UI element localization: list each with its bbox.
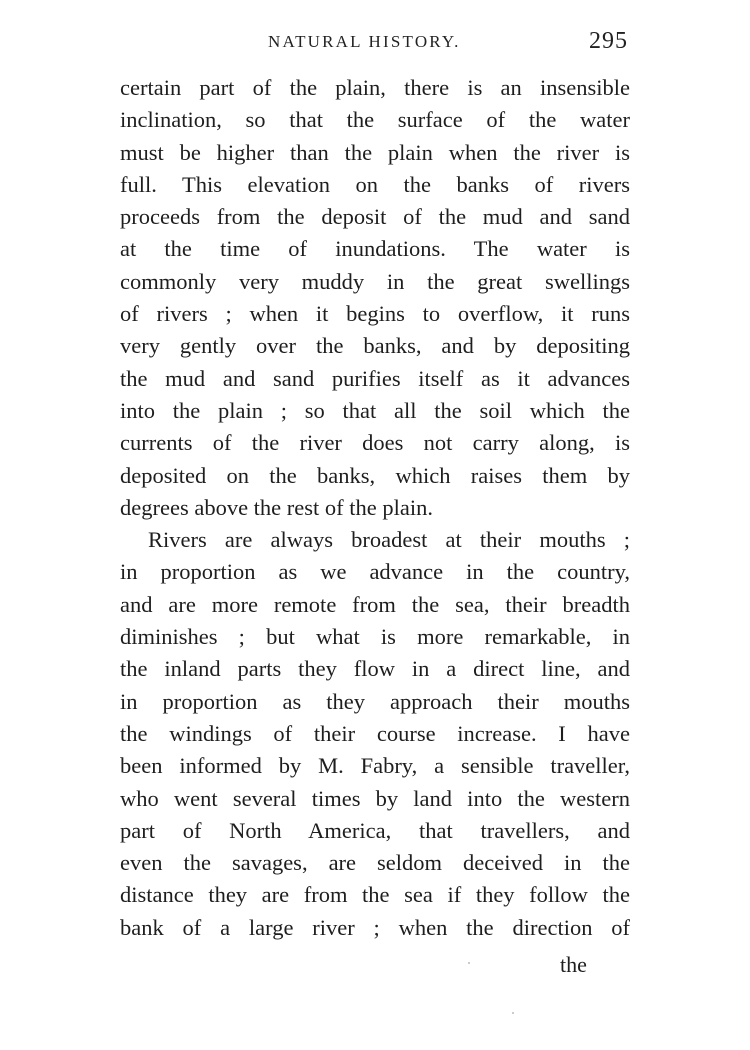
text-line: very gently over the banks, and by depositing xyxy=(120,333,630,359)
text-line: inclination, so that the surface of the water xyxy=(120,107,630,133)
paper-speck xyxy=(468,962,470,964)
text-line: and are more remote from the sea, their breadth xyxy=(120,591,630,617)
text-line: full. This elevation on the banks of rivers xyxy=(120,171,630,197)
text-line: certain part of the plain, there is an insensible xyxy=(120,75,630,100)
text-line: who went several times by land into the western xyxy=(120,785,630,811)
text-line: deposited on the banks, which raises them by xyxy=(120,462,630,488)
text-line: degrees above the rest of the plain. xyxy=(120,494,434,520)
paper-speck xyxy=(512,1012,514,1014)
page-header xyxy=(120,28,630,62)
text-line: proceeds from the deposit of the mud and sand xyxy=(120,204,630,230)
paragraph xyxy=(120,72,630,524)
text-line: of rivers ; when it begins to overflow, it runs xyxy=(120,301,630,327)
text-line: distance they are from the sea if they follow the xyxy=(120,882,630,908)
text-line: commonly very muddy in the great swellings xyxy=(120,268,630,294)
catchword: the xyxy=(560,952,587,977)
text-line: at the time of inundations. The water is xyxy=(120,236,630,262)
text-line: the mud and sand purifies itself as it advances xyxy=(120,365,630,391)
text-line: in proportion as they approach their mouths xyxy=(120,688,630,714)
text-line: even the savages, are seldom deceived in the xyxy=(120,850,630,876)
text-line: into the plain ; so that all the soil which the xyxy=(120,397,630,423)
text-line: currents of the river does not carry along, is xyxy=(120,430,630,456)
paragraph xyxy=(120,524,630,944)
text-line: Rivers are always broadest at their mouths ; xyxy=(148,527,630,553)
text-line: part of North America, that travellers, and xyxy=(120,817,630,843)
running-head: NATURAL HISTORY. xyxy=(268,32,461,51)
text-line: the inland parts they flow in a direct line, and xyxy=(120,656,630,682)
body-text xyxy=(120,72,630,944)
text-line: in proportion as we advance in the country, xyxy=(120,559,630,585)
text-line: bank of a large river ; when the direction of xyxy=(120,914,630,940)
text-line: been informed by M. Fabry, a sensible traveller, xyxy=(120,753,630,779)
text-line: the windings of their course increase. I have xyxy=(120,720,630,746)
text-line: diminishes ; but what is more remarkable, in xyxy=(120,624,630,650)
page-number: 295 xyxy=(589,28,628,54)
text-line: must be higher than the plain when the river is xyxy=(120,139,630,165)
